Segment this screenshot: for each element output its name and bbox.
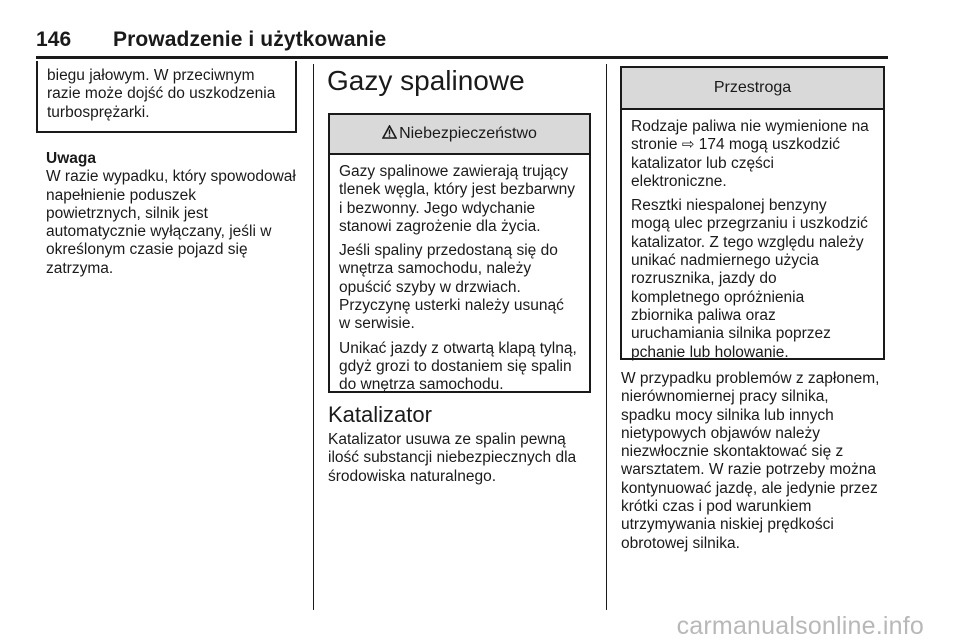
text-line: tlenek węgla, który jest bezbarwny <box>339 181 576 199</box>
note-heading: Uwaga <box>46 150 96 167</box>
text-line: obrotowej silnika. <box>621 534 740 552</box>
text-line: gdyż grozi to dostaniem się spalin <box>339 357 572 375</box>
text-line: Resztki niespalonej benzyny <box>631 197 827 215</box>
catalytic-converter-body <box>328 431 594 486</box>
text-line: uruchamiania silnika poprzez <box>631 325 831 343</box>
text-line: ilość substancji niebezpiecznych dla <box>328 449 577 467</box>
text-line: pchanie lub holowanie. <box>631 343 789 361</box>
text-line: warsztatem. W razie potrzeby można <box>621 461 876 479</box>
text-line: biegu jałowym. W przeciwnym <box>47 67 255 84</box>
page-reference-arrow-icon: ⇨ <box>681 136 695 154</box>
text-line: niezwłocznie skontaktować się z <box>621 443 844 461</box>
caution-box-header <box>622 68 883 110</box>
text-line: unikać nadmiernego użycia <box>631 252 819 270</box>
text-line: zatrzyma. <box>46 259 114 277</box>
note-section <box>46 150 308 278</box>
text-line: do wnętrza samochodu. <box>339 376 504 394</box>
watermark: carmanualsonline.info <box>676 612 924 640</box>
text-line: w serwisie. <box>339 315 415 333</box>
danger-box-header <box>330 115 589 155</box>
text-line: stronie ⇨ 174 mogą uszkodzić <box>631 136 841 154</box>
caution-box <box>620 66 885 360</box>
danger-paragraph <box>339 163 580 236</box>
text-line: powietrznych, silnik jest <box>46 204 208 222</box>
danger-paragraph <box>339 242 580 333</box>
text-line: kompletnego opróżnienia <box>631 288 805 306</box>
text-line: wnętrza samochodu, należy <box>339 260 532 278</box>
danger-box-title: Niebezpieczeństwo <box>399 125 537 142</box>
exhaust-gases-heading: Gazy spalinowe <box>327 65 525 96</box>
page-header <box>36 22 926 52</box>
text-line: nietypowych objawów należy <box>621 424 821 442</box>
text-line: określonym czasie pojazd się <box>46 241 248 259</box>
text-line: Rodzaje paliwa nie wymienione na <box>631 118 869 135</box>
header-rule <box>36 56 888 59</box>
text-line: katalizator. Z tego względu należy <box>631 233 864 251</box>
text-line: katalizator lub części <box>631 154 775 172</box>
text-line: W przypadku problemów z zapłonem, <box>621 370 880 387</box>
text-line: napełnienie poduszek <box>46 186 196 204</box>
column-divider-1 <box>313 64 314 610</box>
warning-triangle-icon <box>382 125 397 144</box>
text-line: turbosprężarki. <box>47 103 150 121</box>
text-line: środowiska naturalnego. <box>328 467 497 485</box>
text-line: Katalizator usuwa ze spalin pewną <box>328 431 566 448</box>
text-line: utrzymywania niskiej prędkości <box>621 516 834 534</box>
section-title: Prowadzenie i użytkowanie <box>113 28 387 51</box>
caution-box-title: Przestroga <box>713 79 792 96</box>
text-line: Unikać jazdy z otwartą klapą tylną, <box>339 339 577 357</box>
ignition-problems-body <box>621 370 891 553</box>
text-line: opuścić szyby w drzwiach. <box>339 278 521 296</box>
text-line: mogą ulec przegrzaniu i uszkodzić <box>631 215 868 233</box>
column-divider-2 <box>606 64 607 610</box>
text-line: krótki czas i pod warunkiem <box>621 498 812 516</box>
text-line: W razie wypadku, który spowodował <box>46 168 296 186</box>
text-line: spadku mocy silnika lub innych <box>621 406 834 424</box>
text-line: Przyczynę usterki należy usunąć <box>339 297 564 315</box>
text-line: Jeśli spaliny przedostaną się do <box>339 242 558 260</box>
caution-paragraph <box>631 118 874 191</box>
danger-paragraph <box>339 340 580 395</box>
danger-box <box>328 113 591 393</box>
catalytic-converter-heading: Katalizator <box>328 402 432 427</box>
text-line: automatycznie wyłączany, jeśli w <box>46 223 272 241</box>
text-line: elektroniczne. <box>631 172 727 190</box>
text-line: rozrusznika, jazdy do <box>631 270 777 288</box>
text-line: kontynuować jazdę, ale jedynie przez <box>621 479 878 497</box>
text-line: i bezwonny. Jego wdychanie <box>339 199 536 217</box>
text-line: razie może dojść do uszkodzenia <box>47 85 276 103</box>
text-line: stanowi zagrożenie dla życia. <box>339 217 541 235</box>
page-number: 146 <box>36 28 72 51</box>
text-line: nierównomiernej pracy silnika, <box>621 388 829 406</box>
continued-warning-box <box>36 61 297 133</box>
caution-paragraph <box>631 197 874 362</box>
text-line: zbiornika paliwa oraz <box>631 306 776 324</box>
text-line: Gazy spalinowe zawierają trujący <box>339 163 569 180</box>
